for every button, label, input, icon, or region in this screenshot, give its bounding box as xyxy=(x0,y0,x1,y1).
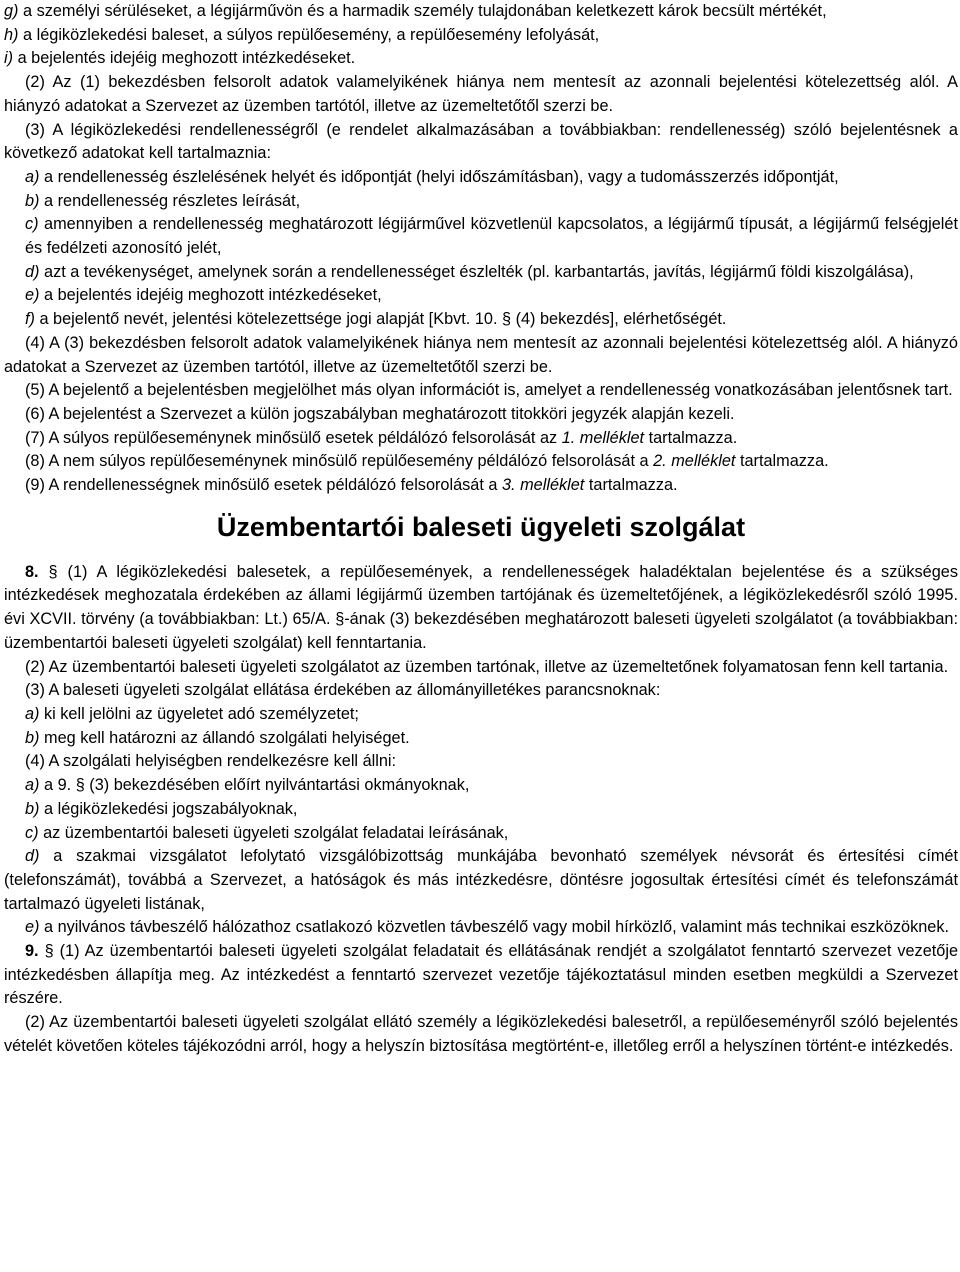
list-item xyxy=(4,308,958,332)
section-9-paragraph-1 xyxy=(4,940,958,1011)
paragraph-7 xyxy=(4,427,958,451)
list-item xyxy=(4,774,958,798)
list-item xyxy=(4,261,958,285)
item-text: az üzembentartói baleseti ügyeleti szolgálat feladatai leírásának, xyxy=(38,823,509,842)
list-item xyxy=(4,166,958,190)
item-text: a rendellenesség részletes leírását, xyxy=(39,191,301,210)
item-text: a 9. § (3) bekezdésében előírt nyilvántartási okmányoknak, xyxy=(39,776,470,795)
list-item xyxy=(4,213,958,260)
item-text: a bejelentő nevét, jelentési kötelezettsége jogi alapját [Kbvt. 10. § (4) bekezdés], elérhetőségét. xyxy=(34,310,727,329)
section-heading: Üzembentartói baleseti ügyeleti szolgálat xyxy=(216,511,746,542)
paragraph-2: (2) Az (1) bekezdésben felsorolt adatok valamelyikének hiánya nem mentesít az azonnali bejelentési kötelezettség alól. A hiányzó adatokat a Szervezet az üzemben tartótól, illetve az üzemeltetőtől szerzi be. xyxy=(4,73,958,115)
item-text: ki kell jelölni az ügyeletet adó személyzetet; xyxy=(39,704,359,723)
item-lead: f) xyxy=(25,310,35,329)
item-lead: e) xyxy=(25,286,40,305)
section-8-paragraph-2: (2) Az üzembentartói baleseti ügyeleti szolgálatot az üzemben tartónak, illetve az üzemeltetőnek folyamatosan fenn kell tartania. xyxy=(25,657,949,676)
item-lead: b) xyxy=(25,191,40,210)
section-number: 8. xyxy=(25,562,39,581)
item-text: amennyiben a rendellenesség meghatározott légijárművel közvetlenül kapcsolatos, a légijármű típusát, a légijármű felségjelét és fedélzeti azonosító jelét, xyxy=(25,215,958,258)
item-text: a személyi sérüléseket, a légijárművön és a harmadik személy tulajdonában keletkezett károk becsült mértékét, xyxy=(18,2,827,20)
item-text: a rendellenesség észlelésének helyét és időpontját (helyi időszámításban), vagy a tudomásszerzés időpontját, xyxy=(39,167,839,186)
list-item xyxy=(4,727,958,751)
paragraph-8 xyxy=(4,450,958,474)
list-item xyxy=(4,798,958,822)
section-9-paragraph-2: (2) Az üzembentartói baleseti ügyeleti szolgálat ellátó személy a légiközlekedési balesetről, a repülőeseményről szóló bejelentés vételét követően köteles tájékozódni arról, hogy a helyszín biztosítása megtörtént-e, illetőleg erről a helyszínen történt-e intézkedés. xyxy=(4,1013,958,1055)
item-lead: d) xyxy=(25,847,40,866)
text-segment: tartalmazza. xyxy=(644,428,738,447)
text-segment: (9) A rendellenességnek minősülő esetek példálózó felsorolását a xyxy=(25,476,502,495)
section-8-paragraph-4: (4) A szolgálati helyiségben rendelkezésre kell állni: xyxy=(25,752,397,771)
item-lead: h) xyxy=(4,25,19,44)
list-item xyxy=(4,47,958,71)
list-item xyxy=(4,822,958,846)
item-lead: c) xyxy=(25,823,39,842)
item-lead: a) xyxy=(25,704,40,723)
item-text: a szakmai vizsgálatot lefolytató vizsgálóbizottság munkájába bevonható személyek névsorát és értesítési címét (telefonszámát), továbbá a Szervezet, a hatóságok és más intézkedésre, döntésre jogosultak értesítési címét és telefonszámát tartalmazó ügyeleti listának, xyxy=(4,847,958,913)
item-lead: g) xyxy=(4,2,19,20)
list-item xyxy=(4,0,958,24)
paragraph-4: (4) A (3) bekezdésben felsorolt adatok valamelyikének hiánya nem mentesít az azonnali bejelentési kötelezettség alól. A hiányzó adatokat a Szervezet az üzemben tartótól, illetve az üzemeltetőtől szerzi be. xyxy=(4,333,958,376)
text-segment: (8) A nem súlyos repülőeseménynek minősülő repülőesemény példálózó felsorolását a xyxy=(25,452,654,471)
paragraph-3: (3) A légiközlekedési rendellenességről (e rendelet alkalmazásában a továbbiakban: rendellenesség) szóló bejelentésnek a következő adatokat kell tartalmaznia: xyxy=(4,120,958,163)
item-text: a nyilvános távbeszélő hálózathoz csatlakozó közvetlen távbeszélő vagy mobil hírközlő, valamint más technikai eszközöknek. xyxy=(39,918,949,937)
annex-reference: 3. melléklet xyxy=(501,476,585,495)
text-segment: tartalmazza. xyxy=(735,452,829,471)
item-text: a légiközlekedési baleset, a súlyos repülőesemény, a repülőesemény lefolyását, xyxy=(18,25,600,44)
paragraph-5: (5) A bejelentő a bejelentésben megjelölhet más olyan információt is, amelyet a rendellenesség vonatkozásában jelentősnek tart. xyxy=(25,381,953,400)
item-lead: b) xyxy=(25,728,40,747)
list-item xyxy=(4,703,958,727)
text-segment: (7) A súlyos repülőeseménynek minősülő esetek példálózó felsorolását az xyxy=(25,428,562,447)
item-lead: a) xyxy=(25,167,40,186)
item-lead: e) xyxy=(25,918,40,937)
text-segment: § (1) A légiközlekedési balesetek, a repülőesemények, a rendellenességek haladéktalan bejelentése és a szükséges intézkedések meghozatala érdekében az állami légijármű üzemben tartójának és üzemeltetőjének, a légiközlekedésről szóló 1995. évi XCVII. törvény (a továbbiakban: Lt.) 65/A. §-ának (3) bekezdésében meghatározott baleseti ügyeleti szolgálatot (a továbbiakban: üzembentartói baleseti ügyeleti szolgálat) kell fenntartania. xyxy=(4,562,958,652)
item-lead: i) xyxy=(4,49,14,68)
list-item xyxy=(4,190,958,214)
text-segment: § (1) Az üzembentartói baleseti ügyeleti szolgálat feladatait és ellátásának rendjét a szolgálatot fenntartó szervezet vezetője intézkedésben állapítja meg. Az intézkedést a fenntartó szervezet vezetője tájékoztatásul minden esetben megküldi a Szervezet részére. xyxy=(4,942,958,1008)
list-item xyxy=(4,845,958,916)
list-item xyxy=(4,284,958,308)
list-item xyxy=(4,24,958,48)
section-8-paragraph-1 xyxy=(4,561,958,656)
item-lead: d) xyxy=(25,262,40,281)
item-text: a bejelentés idejéig meghozott intézkedéseket. xyxy=(13,49,356,68)
paragraph-6: (6) A bejelentést a Szervezet a külön jogszabályban meghatározott titokköri jegyzék alapján kezeli. xyxy=(25,404,735,423)
item-lead: b) xyxy=(25,799,40,818)
paragraph-9 xyxy=(4,474,958,498)
item-text: a légiközlekedési jogszabályoknak, xyxy=(39,799,298,818)
list-item xyxy=(4,916,958,940)
item-text: azt a tevékenységet, amelynek során a rendellenességet észlelték (pl. karbantartás, javítás, légijármű földi kiszolgálása), xyxy=(39,262,914,281)
item-text: meg kell határozni az állandó szolgálati helyiséget. xyxy=(39,728,410,747)
section-8-paragraph-3: (3) A baleseti ügyeleti szolgálat ellátása érdekében az állományilletékes parancsnoknak: xyxy=(25,681,661,700)
annex-reference: 1. melléklet xyxy=(561,428,645,447)
annex-reference: 2. melléklet xyxy=(653,452,736,471)
item-lead: c) xyxy=(25,215,39,234)
item-lead: a) xyxy=(25,776,40,795)
section-number: 9. xyxy=(25,942,39,961)
item-text: a bejelentés idejéig meghozott intézkedéseket, xyxy=(39,286,382,305)
text-segment: tartalmazza. xyxy=(584,476,678,495)
